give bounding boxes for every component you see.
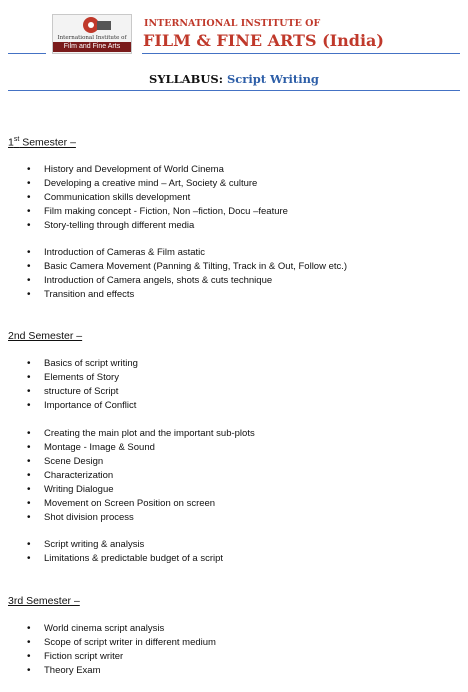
list-item: • Characterization (0, 469, 255, 483)
list-item: • Introduction of Camera angels, shots & cuts technique (0, 274, 347, 288)
institute-name-line2: FILM & FINE ARTS (India) (143, 31, 384, 50)
list-item: • Communication skills development (0, 191, 288, 205)
semester-1-title: 1st Semester – (8, 136, 76, 149)
list-item: • Importance of Conflict (0, 399, 138, 413)
semester-2-list-a (0, 357, 138, 413)
list-item: • structure of Script (0, 385, 138, 399)
header-rule-left (8, 53, 46, 54)
list-item: • Transition and effects (0, 288, 347, 302)
institute-logo (52, 14, 132, 54)
list-item: • Basics of script writing (0, 357, 138, 371)
semester-2-list-c (0, 538, 223, 566)
list-item: • Shot division process (0, 511, 255, 525)
list-item: • Limitations & predictable budget of a script (0, 552, 223, 566)
semester-1-list-a (0, 163, 288, 233)
list-item: • Theory Exam (0, 664, 216, 678)
semester-3-title: 3rd Semester – (8, 595, 80, 607)
header-rule-right (142, 53, 460, 54)
list-item: • Scene Design (0, 455, 255, 469)
list-item: • Creating the main plot and the important sub-plots (0, 427, 255, 441)
semester-1-list-b (0, 246, 347, 302)
semester-2-list-b (0, 427, 255, 525)
institute-name-line1: INTERNATIONAL INSTITUTE OF (144, 18, 321, 29)
logo-text-line2: Film and Fine Arts (53, 42, 131, 52)
logo-text-line1: International Institute of (57, 35, 127, 41)
list-item: • Elements of Story (0, 371, 138, 385)
semester-3-list-a (0, 622, 216, 678)
heading-rule (8, 90, 460, 91)
list-item: • Developing a creative mind – Art, Society & culture (0, 177, 288, 191)
syllabus-subject: Script Writing (226, 72, 319, 86)
list-item: • Introduction of Cameras & Film astatic (0, 246, 347, 260)
list-item: • Film making concept - Fiction, Non –fiction, Docu –feature (0, 205, 288, 219)
list-item: • History and Development of World Cinema (0, 163, 288, 177)
syllabus-heading (0, 72, 468, 86)
list-item: • Story-telling through different media (0, 219, 288, 233)
list-item: • Script writing & analysis (0, 538, 223, 552)
semester-2-title: 2nd Semester – (8, 330, 83, 342)
syllabus-label: SYLLABUS: (149, 72, 223, 86)
list-item: • Writing Dialogue (0, 483, 255, 497)
camera-icon (97, 21, 111, 30)
list-item: • Montage - Image & Sound (0, 441, 255, 455)
list-item: • Fiction script writer (0, 650, 216, 664)
list-item: • Scope of script writer in different medium (0, 636, 216, 650)
list-item: • World cinema script analysis (0, 622, 216, 636)
list-item: • Movement on Screen Position on screen (0, 497, 255, 511)
list-item: • Basic Camera Movement (Panning & Tilting, Track in & Out, Follow etc.) (0, 260, 347, 274)
